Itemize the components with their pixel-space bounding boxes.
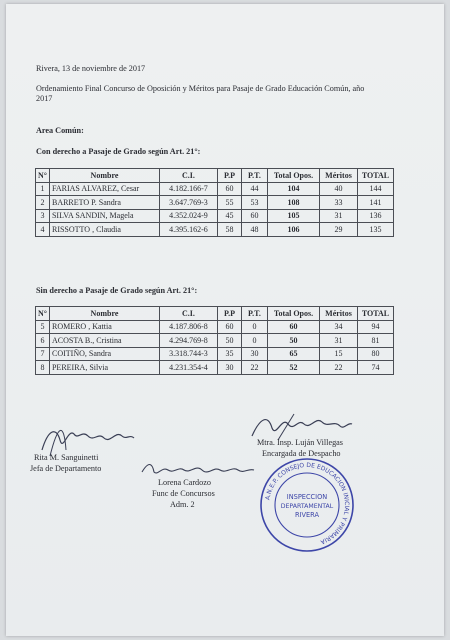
row-ci: 4.395.162-6 <box>159 223 217 237</box>
row-pp: 60 <box>217 320 241 334</box>
row-name: COITIÑO, Sandra <box>49 347 159 361</box>
row-total-opos: 105 <box>267 209 319 223</box>
row-number: 1 <box>36 182 50 196</box>
row-total: 81 <box>357 334 393 348</box>
signatory-right-name: Mtra. Insp. Luján Villegas <box>257 438 343 447</box>
row-meritos: 31 <box>319 209 357 223</box>
col-header-pp: P.P <box>217 307 241 321</box>
row-ci: 4.352.024-9 <box>159 209 217 223</box>
col-header-number: N° <box>36 169 50 183</box>
stamp-line3: RIVERA <box>294 511 320 519</box>
row-number: 6 <box>36 334 50 348</box>
row-name: RISSOTTO , Claudia <box>49 223 159 237</box>
col-header-ci: C.I. <box>159 169 217 183</box>
row-pt: 0 <box>241 334 267 348</box>
row-total: 94 <box>357 320 393 334</box>
row-meritos: 40 <box>319 182 357 196</box>
table-header-row <box>36 307 394 321</box>
col-header-ci: C.I. <box>159 307 217 321</box>
row-total-opos: 52 <box>267 361 319 375</box>
row-total: 141 <box>357 196 393 210</box>
stamp-ring-text: A.N.E.P. CONSEJO DE EDUCACION INICIAL Y PRIMARIA <box>264 461 351 546</box>
col-header-total-opos: Total Opos. <box>267 307 319 321</box>
table-row <box>36 182 394 196</box>
table-row <box>36 361 394 375</box>
row-meritos: 33 <box>319 196 357 210</box>
row-meritos: 29 <box>319 223 357 237</box>
row-name: BARRETO P. Sandra <box>49 196 159 210</box>
row-pp: 55 <box>217 196 241 210</box>
table-row <box>36 334 394 348</box>
row-total: 144 <box>357 182 393 196</box>
row-meritos: 15 <box>319 347 357 361</box>
row-number: 2 <box>36 196 50 210</box>
row-pp: 35 <box>217 347 241 361</box>
table-row <box>36 223 394 237</box>
row-pt: 60 <box>241 209 267 223</box>
row-ci: 3.647.769-3 <box>159 196 217 210</box>
area-label: Area Común: <box>36 126 84 135</box>
row-pp: 58 <box>217 223 241 237</box>
row-total-opos: 65 <box>267 347 319 361</box>
row-pp: 45 <box>217 209 241 223</box>
signatory-center-role: Func de Concursos <box>152 489 215 498</box>
signatory-right-role: Encargada de Despacho <box>262 449 341 458</box>
document-title-line2: 2017 <box>36 94 53 103</box>
col-header-name: Nombre <box>49 307 159 321</box>
row-ci: 3.318.744-3 <box>159 347 217 361</box>
row-total: 135 <box>357 223 393 237</box>
col-header-pt: P.T. <box>241 169 267 183</box>
col-header-total-opos: Total Opos. <box>267 169 319 183</box>
row-number: 8 <box>36 361 50 375</box>
col-header-total: TOTAL <box>357 307 393 321</box>
row-meritos: 34 <box>319 320 357 334</box>
table-row <box>36 347 394 361</box>
col-header-name: Nombre <box>49 169 159 183</box>
stamp-line1: INSPECCION <box>286 493 328 501</box>
col-header-meritos: Méritos <box>319 307 357 321</box>
table1-heading: Con derecho a Pasaje de Grado según Art. 21°: <box>36 147 201 156</box>
row-total-opos: 108 <box>267 196 319 210</box>
results-table-without-right <box>35 306 394 375</box>
row-number: 5 <box>36 320 50 334</box>
signatory-left-name: Rita M. Sanguinetti <box>34 453 99 462</box>
row-total: 136 <box>357 209 393 223</box>
document-title-line1: Ordenamiento Final Concurso de Oposición y Méritos para Pasaje de Grado Educación Común, año <box>36 84 365 93</box>
place-date: Rivera, 13 de noviembre de 2017 <box>36 64 146 73</box>
stamp-line2: DEPARTAMENTAL <box>280 503 334 510</box>
col-header-total: TOTAL <box>357 169 393 183</box>
row-ci: 4.231.354-4 <box>159 361 217 375</box>
row-pt: 44 <box>241 182 267 196</box>
row-number: 7 <box>36 347 50 361</box>
table-row <box>36 209 394 223</box>
official-stamp <box>258 456 356 554</box>
row-number: 3 <box>36 209 50 223</box>
col-header-number: N° <box>36 307 50 321</box>
row-total: 74 <box>357 361 393 375</box>
row-pt: 22 <box>241 361 267 375</box>
row-total: 80 <box>357 347 393 361</box>
row-ci: 4.187.806-8 <box>159 320 217 334</box>
row-total-opos: 104 <box>267 182 319 196</box>
table-row <box>36 196 394 210</box>
row-name: SILVA SANDIN, Magela <box>49 209 159 223</box>
row-ci: 4.182.166-7 <box>159 182 217 196</box>
col-header-pp: P.P <box>217 169 241 183</box>
row-pt: 53 <box>241 196 267 210</box>
row-name: PEREIRA, Silvia <box>49 361 159 375</box>
table-row <box>36 320 394 334</box>
col-header-meritos: Méritos <box>319 169 357 183</box>
row-ci: 4.294.769-8 <box>159 334 217 348</box>
row-pp: 30 <box>217 361 241 375</box>
row-pp: 50 <box>217 334 241 348</box>
table2-heading: Sin derecho a Pasaje de Grado según Art. 21°: <box>36 286 198 295</box>
col-header-pt: P.T. <box>241 307 267 321</box>
row-total-opos: 106 <box>267 223 319 237</box>
row-number: 4 <box>36 223 50 237</box>
signatory-center-name: Lorena Cardozo <box>158 478 211 487</box>
row-total-opos: 60 <box>267 320 319 334</box>
signatory-center-unit: Adm. 2 <box>170 500 195 509</box>
results-table-with-right <box>35 168 394 237</box>
row-pt: 48 <box>241 223 267 237</box>
row-total-opos: 50 <box>267 334 319 348</box>
table-header-row <box>36 169 394 183</box>
row-name: ACOSTA B., Cristina <box>49 334 159 348</box>
row-name: ROMERO , Kattia <box>49 320 159 334</box>
row-pt: 30 <box>241 347 267 361</box>
signatory-left-role: Jefa de Departamento <box>30 464 102 473</box>
row-meritos: 31 <box>319 334 357 348</box>
row-meritos: 22 <box>319 361 357 375</box>
row-pp: 60 <box>217 182 241 196</box>
row-pt: 0 <box>241 320 267 334</box>
signature-center-scribble <box>138 458 258 480</box>
row-name: FARIAS ALVAREZ, Cesar <box>49 182 159 196</box>
